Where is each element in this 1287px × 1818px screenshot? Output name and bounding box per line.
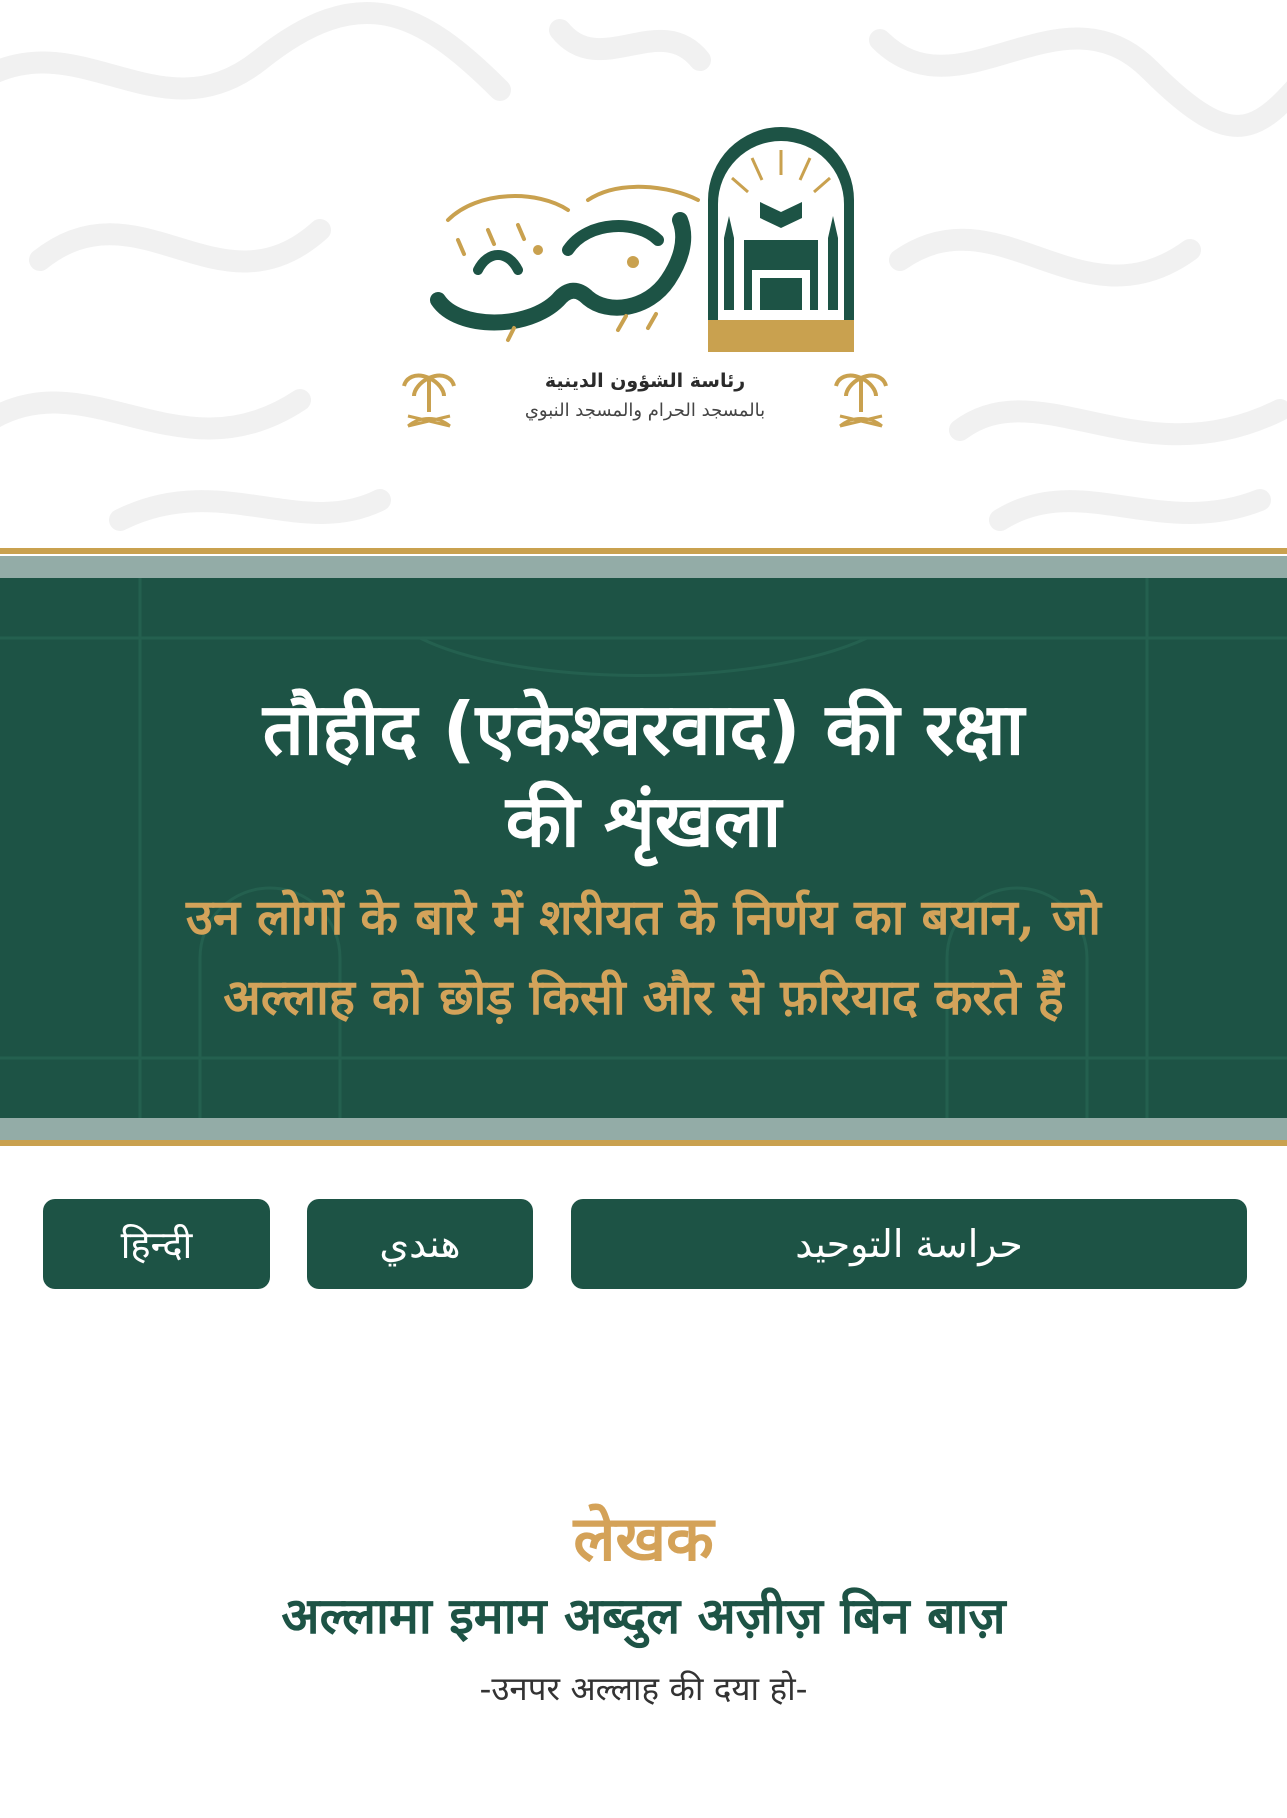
haramain-emblem-icon	[702, 120, 860, 352]
author-label: लेखक	[573, 1502, 714, 1575]
banner-top-gold-line	[0, 548, 1287, 554]
palm-swords-icon	[832, 368, 890, 430]
header-logo-area	[0, 0, 1287, 545]
banner-top-gray-band	[0, 556, 1287, 578]
haramain-calligraphy-icon	[418, 180, 718, 350]
department-name	[400, 368, 890, 438]
title-banner	[0, 578, 1287, 1118]
language-tag-arabic: هندي	[307, 1199, 533, 1289]
title-line-2: की शृंखला	[505, 779, 782, 863]
subtitle-line-2: अल्लाह को छोड़ किसी और से फ़रियाद करते हैं	[223, 968, 1064, 1026]
author-name: अल्लामा इमाम अब्दुल अज़ीज़ बिन बाज़	[281, 1586, 1006, 1645]
title-line-1: तौहीद (एकेश्वरवाद) की रक्षा	[262, 687, 1025, 771]
banner-bottom-gold-line	[0, 1140, 1287, 1146]
palm-swords-icon	[400, 368, 458, 430]
subtitle-line-1: उन लोगों के बारे में शरीयत के निर्णय का बयान, जो	[186, 888, 1101, 946]
language-tag-hindi: हिन्दी	[43, 1199, 270, 1289]
series-tag: حراسة التوحيد	[571, 1199, 1247, 1289]
department-title: رئاسة الشؤون الدينية	[544, 370, 746, 392]
author-blessing: -उनपर अल्लाह की दया हो-	[479, 1669, 808, 1708]
banner-bottom-gray-band	[0, 1118, 1287, 1140]
department-subtitle: بالمسجد الحرام والمسجد النبوي	[524, 400, 766, 421]
